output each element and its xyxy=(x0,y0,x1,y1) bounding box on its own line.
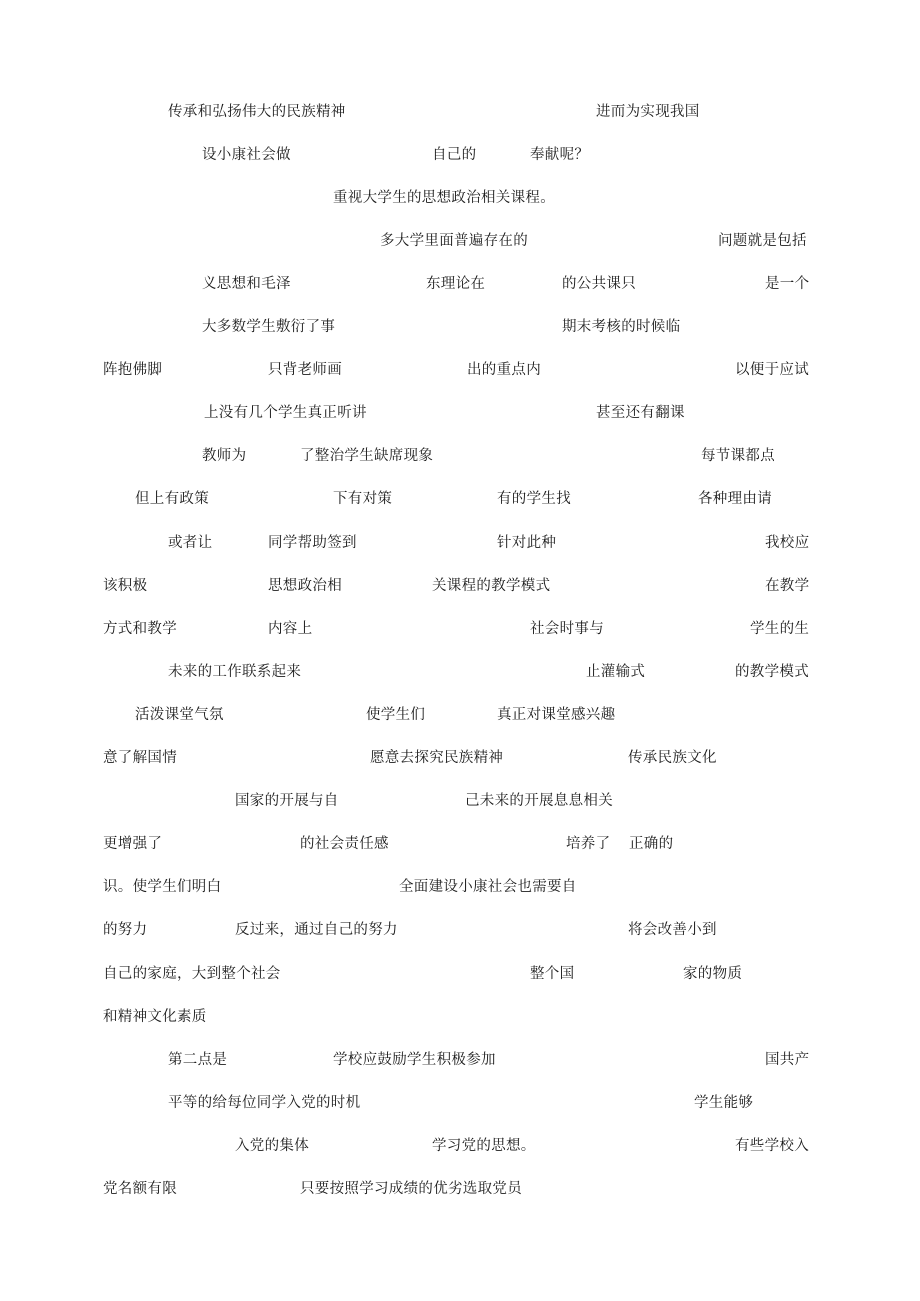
text-line xyxy=(0,962,920,986)
text-fragment: 更增强了 xyxy=(103,836,163,852)
text-fragment: 平等的给每位同学入党的时机 xyxy=(168,1095,361,1111)
text-fragment: 期末考核的时候临 xyxy=(562,319,681,335)
text-fragment: 内容上 xyxy=(268,621,313,637)
text-fragment: 教师为 xyxy=(202,448,247,464)
text-fragment: 多大学里面普遍存在的 xyxy=(380,233,528,249)
text-fragment: 问题就是包括 xyxy=(718,233,807,249)
text-line xyxy=(0,918,920,942)
text-line xyxy=(0,703,920,727)
text-fragment: 进而为实现我国 xyxy=(596,104,700,120)
text-fragment: 是一个 xyxy=(765,276,810,292)
text-fragment: 使学生们 xyxy=(366,707,426,723)
text-fragment: 学校应鼓励学生积极参加 xyxy=(333,1052,496,1068)
text-fragment: 意了解国情 xyxy=(103,750,177,766)
text-fragment: 每节课都点 xyxy=(701,448,775,464)
text-fragment: 上没有几个学生真正听讲 xyxy=(204,405,367,421)
text-fragment: 的教学模式 xyxy=(735,664,809,680)
text-line xyxy=(0,832,920,856)
text-fragment: 甚至还有翻课 xyxy=(596,405,685,421)
text-line xyxy=(0,229,920,253)
text-fragment: 东理论在 xyxy=(426,276,486,292)
text-fragment: 第二点是 xyxy=(168,1052,228,1068)
text-fragment: 将会改善小到 xyxy=(628,922,717,938)
text-fragment: 真正对课堂感兴趣 xyxy=(497,707,616,723)
text-fragment: 入党的集体 xyxy=(235,1138,309,1154)
text-fragment: 有些学校入 xyxy=(735,1138,809,1154)
text-line xyxy=(0,1091,920,1115)
text-line xyxy=(0,272,920,296)
text-line xyxy=(0,875,920,899)
text-line xyxy=(0,531,920,555)
text-fragment: 社会时事与 xyxy=(530,621,604,637)
text-line xyxy=(0,746,920,770)
text-fragment: 传承和弘扬伟大的民族精神 xyxy=(168,104,346,120)
text-line xyxy=(0,401,920,425)
text-line xyxy=(0,315,920,339)
text-fragment: 止灌输式 xyxy=(586,664,646,680)
text-fragment: 该积极 xyxy=(103,578,148,594)
text-fragment: 出的重点内 xyxy=(467,362,541,378)
text-line xyxy=(0,444,920,468)
text-fragment: 学习党的思想。 xyxy=(432,1138,536,1154)
text-fragment: 国共产 xyxy=(765,1052,810,1068)
text-fragment: 国家的开展与自 xyxy=(235,793,339,809)
text-fragment: 义思想和毛泽 xyxy=(202,276,291,292)
text-fragment: 的公共课只 xyxy=(562,276,636,292)
text-fragment: 家的物质 xyxy=(683,966,743,982)
text-line xyxy=(0,143,920,167)
text-fragment: 的努力 xyxy=(103,922,148,938)
text-fragment: 大多数学生敷衍了事 xyxy=(202,319,336,335)
text-fragment: 识。使学生们明白 xyxy=(103,879,222,895)
text-fragment: 反过来，通过自己的努力 xyxy=(235,922,398,938)
text-fragment: 传承民族文化 xyxy=(628,750,717,766)
text-fragment: 学生的生 xyxy=(750,621,810,637)
text-line xyxy=(0,487,920,511)
text-line xyxy=(0,358,920,382)
text-fragment: 下有对策 xyxy=(333,491,393,507)
text-fragment: 重视大学生的思想政治相关课程。 xyxy=(333,190,555,206)
text-line xyxy=(0,617,920,641)
text-fragment: 或者让 xyxy=(168,535,213,551)
text-fragment: 关课程的教学模式 xyxy=(432,578,551,594)
text-fragment: 有的学生找 xyxy=(497,491,571,507)
text-line xyxy=(0,789,920,813)
text-line xyxy=(0,574,920,598)
text-fragment: 我校应 xyxy=(765,535,810,551)
text-line xyxy=(0,186,920,210)
text-fragment: 思想政治相 xyxy=(268,578,342,594)
text-line xyxy=(0,1005,920,1029)
text-fragment: 设小康社会做 xyxy=(202,147,291,163)
text-fragment: 未来的工作联系起来 xyxy=(168,664,302,680)
text-line xyxy=(0,660,920,684)
text-fragment: 党名额有限 xyxy=(103,1181,177,1197)
text-fragment: 只要按照学习成绩的优劣选取党员 xyxy=(300,1181,522,1197)
text-fragment: 奉献呢？ xyxy=(530,147,590,163)
text-line xyxy=(0,1134,920,1158)
text-fragment: 整个国 xyxy=(530,966,575,982)
text-fragment: 方式和教学 xyxy=(103,621,177,637)
text-fragment: 和精神文化素质 xyxy=(103,1009,207,1025)
text-fragment: 只背老师画 xyxy=(268,362,342,378)
text-fragment: 的社会责任感 xyxy=(300,836,389,852)
text-fragment: 针对此种 xyxy=(497,535,557,551)
text-fragment: 同学帮助签到 xyxy=(268,535,357,551)
text-fragment: 培养了 xyxy=(566,836,611,852)
text-fragment: 在教学 xyxy=(765,578,810,594)
text-fragment: 正确的 xyxy=(629,836,674,852)
text-fragment: 自己的 xyxy=(432,147,477,163)
text-fragment: 全面建设小康社会也需要自 xyxy=(399,879,577,895)
text-line xyxy=(0,1048,920,1072)
text-fragment: 以便于应试 xyxy=(735,362,809,378)
text-fragment: 己未来的开展息息相关 xyxy=(465,793,613,809)
text-fragment: 愿意去探究民族精神 xyxy=(370,750,504,766)
text-fragment: 阵抱佛脚 xyxy=(103,362,163,378)
text-fragment: 自己的家庭，大到整个社会 xyxy=(103,966,281,982)
text-fragment: 但上有政策 xyxy=(135,491,209,507)
text-fragment: 了整治学生缺席现象 xyxy=(300,448,434,464)
text-fragment: 各种理由请 xyxy=(698,491,772,507)
text-line xyxy=(0,1177,920,1201)
text-fragment: 活泼课堂气氛 xyxy=(135,707,224,723)
text-line xyxy=(0,100,920,124)
text-fragment: 学生能够 xyxy=(694,1095,754,1111)
